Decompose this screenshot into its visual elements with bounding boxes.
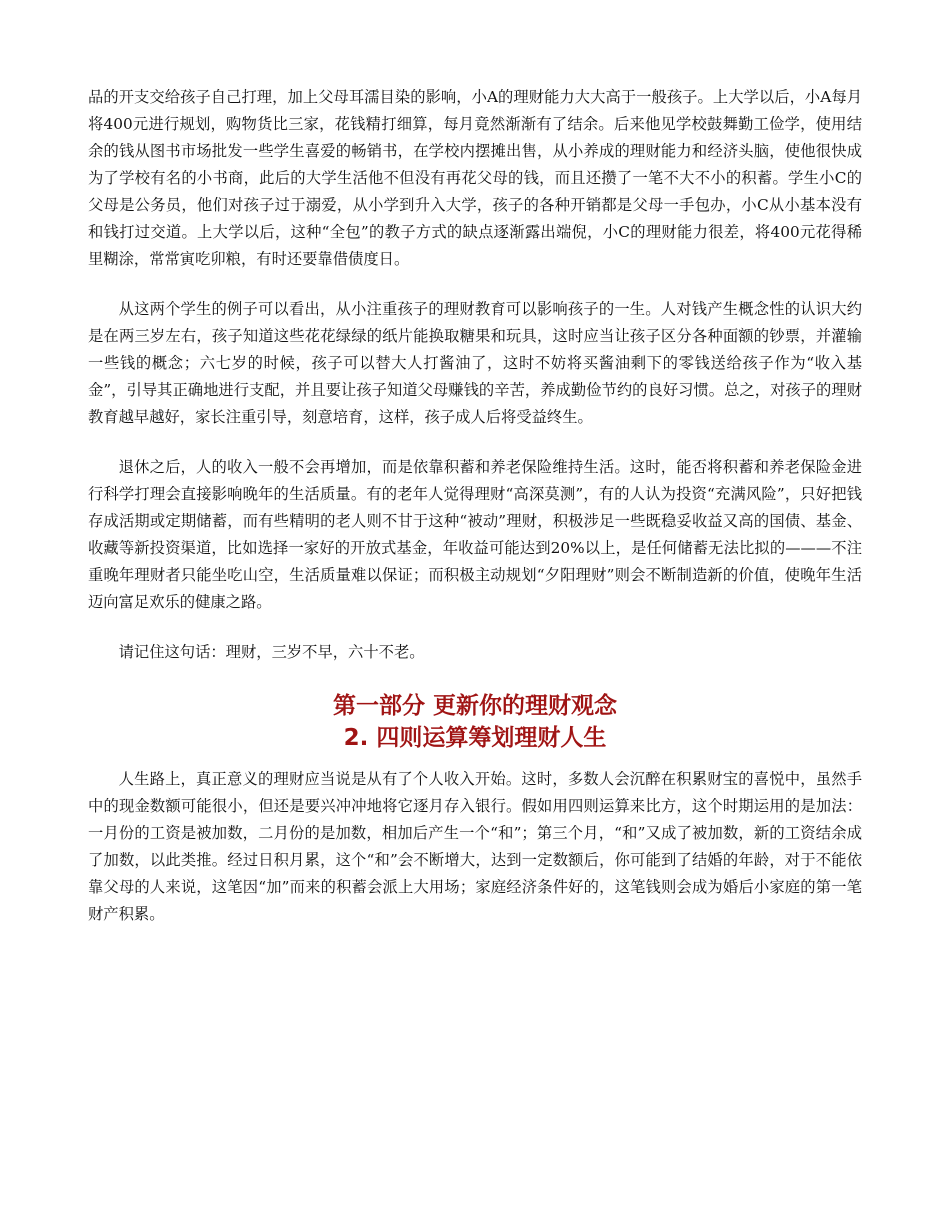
paragraph-continuation: 品的开支交给孩子自己打理，加上父母耳濡目染的影响，小A的理财能力大大高于一般孩子。上大学以后，小A每月将400元进行规划，购物货比三家，花钱精打细算，每月竟然渐渐有了结余。后来他见学校鼓舞勤工俭学，使用结余的钱从图书市场批发一些学生喜爱的畅销书，在学校内摆摊出售，从小养成的理财能力和经济头脑，使他很快成为了学校有名的小书商，此后的大学生活他不但没有再花父母的钱，而且还攒了一笔不大不小的积蓄。学生小C的父母是公务员，他们对孩子过于溺爱，从小学到升入大学，孩子的各种开销都是父母一手包办，小C从小基本没有和钱打过交道。上大学以后，这种“全包”的教子方式的缺点逐渐露出端倪，小C的理财能力很差，将400元花得稀里糊涂，常常寅吃卯粮，有时还要靠借债度日。	[88, 88, 862, 268]
paragraph-retirement: 退休之后，人的收入一般不会再增加，而是依靠积蓄和养老保险维持生活。这时，能否将积蓄和养老保险金进行科学打理会直接影响晚年的生活质量。有的老年人觉得理财“高深莫测”，有的人认为投资“充满风险”，只好把钱存成活期或定期储蓄，而有些精明的老人则不甘于这种“被动”理财，积极涉足一些既稳妥收益又高的国债、基金、收藏等新投资渠道，比如选择一家好的开放式基金，年收益可能达到20%以上，是任何储蓄无法比拟的———不注重晚年理财者只能坐吃山空，生活质量难以保证；而积极主动规划“夕阳理财”则会不断制造新的价值，使晚年生活迈向富足欢乐的健康之路。	[88, 458, 862, 611]
document-page	[88, 84, 862, 928]
paragraph-early-education: 从这两个学生的例子可以看出，从小注重孩子的理财教育可以影响孩子的一生。人对钱产生概念性的认识大约是在两三岁左右，孩子知道这些花花绿绿的纸片能换取糖果和玩具，这时应当让孩子区分各种面额的钞票，并灌输一些钱的概念；六七岁的时候，孩子可以替大人打酱油了，这时不妨将买酱油剩下的零钱送给孩子作为“收入基金”，引导其正确地进行支配，并且要让孩子知道父母赚钱的辛苦，养成勤俭节约的良好习惯。总之，对孩子的理财教育越早越好，家长注重引导，刻意培育，这样，孩子成人后将受益终生。	[88, 300, 862, 426]
part-title: 第一部分 更新你的理财观念	[332, 693, 617, 719]
chapter-title: 2. 四则运算筹划理财人生	[343, 725, 607, 751]
section-heading-block	[88, 690, 862, 754]
paragraph-addition: 人生路上，真正意义的理财应当说是从有了个人收入开始。这时，多数人会沉醉在积累财宝的喜悦中，虽然手中的现金数额可能很小，但还是要兴冲冲地将它逐月存入银行。假如用四则运算来比方，这个时期运用的是加法：一月份的工资是被加数，二月份的是加数，相加后产生一个“和”；第三个月，“和”又成了被加数，新的工资结余成了加数，以此类推。经过日积月累，这个“和”会不断增大，达到一定数额后，你可能到了结婚的年龄，对于不能依靠父母的人来说，这笔因“加”而来的积蓄会派上大用场；家庭经济条件好的，这笔钱则会成为婚后小家庭的第一笔财产积累。	[88, 770, 862, 923]
paragraph-motto: 请记住这句话：理财，三岁不早，六十不老。	[118, 643, 425, 661]
